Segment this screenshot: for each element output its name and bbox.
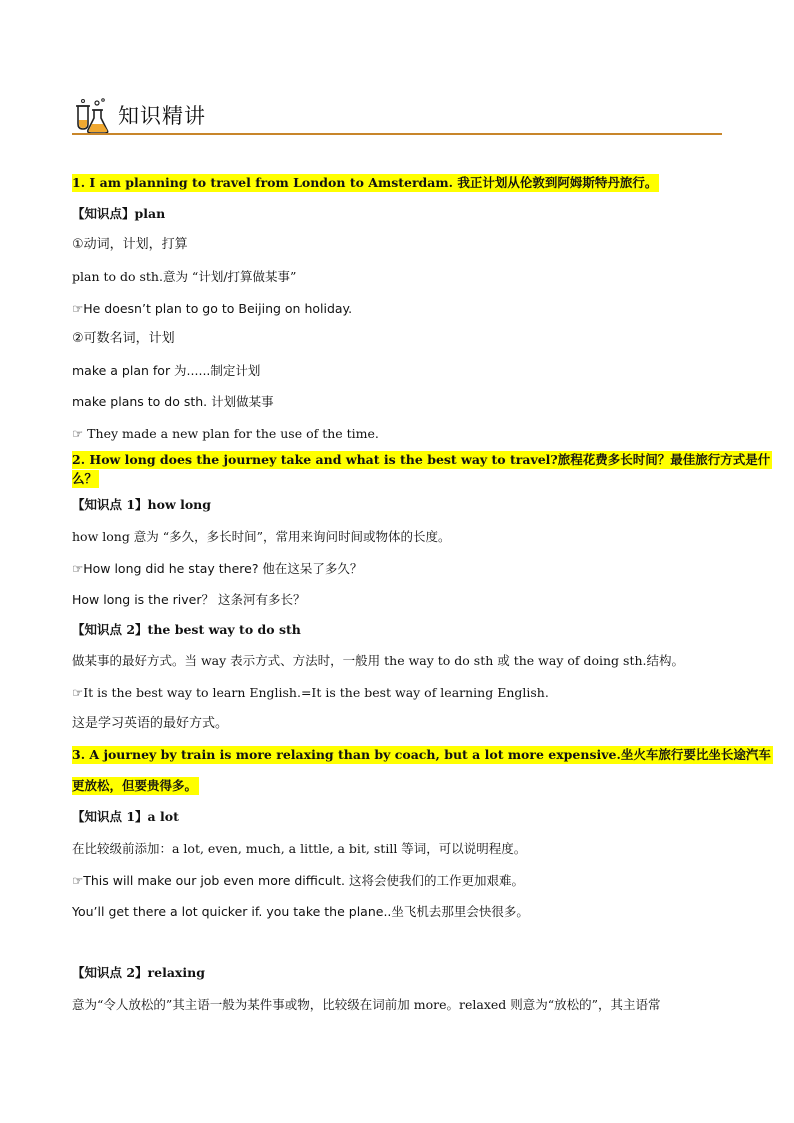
example-sentence: You’ll get there a lot quicker if. you take the plane..坐飞机去那里会快很多。: [72, 904, 529, 919]
explanation: how long 意为 “多久，多长时间”，常用来询问时间或物体的长度。: [72, 529, 451, 544]
section-1-heading: 1. I am planning to travel from London to Amsterdam. 我正计划从伦敦到阿姆斯特丹旅行。: [72, 175, 658, 190]
explanation: 意为“令人放松的”其主语一般为某件事或物，比较级在词前加 more。relaxed 则意为“放松的”，其主语常: [72, 997, 661, 1012]
section-2-heading: 2. How long does the journey take and what is the best way to travel?旅程花费多长时间？最佳旅行方式是什: [72, 452, 771, 467]
section-2-heading-cont: 么？: [72, 471, 98, 486]
usage-make-a-plan: make a plan for 为......制定计划: [72, 363, 261, 378]
chemistry-flask-icon: [72, 96, 112, 136]
example-sentence: ☞How long did he stay there? 他在这呆了多久？: [72, 561, 363, 576]
example-sentence: How long is the river？ 这条河有多长？: [72, 592, 306, 607]
knowledge-point-a-lot: 【知识点 1】a lot: [72, 809, 179, 824]
sense-noun: ②可数名词，计划: [72, 331, 175, 346]
knowledge-point-how-long: 【知识点 1】how long: [72, 497, 212, 512]
example-sentence: ☞He doesn’t plan to go to Beijing on holiday.: [72, 301, 353, 316]
example-translation: 这是学习英语的最好方式。: [72, 716, 229, 731]
section-3-heading-cont: 更放松，但要贵得多。: [72, 778, 198, 793]
section-3-heading: 3. A journey by train is more relaxing than by coach, but a lot more expensive.坐火车旅行要比坐长途汽车: [72, 747, 771, 762]
example-sentence: ☞It is the best way to learn English.=It is the best way of learning English.: [72, 685, 549, 700]
page-title: 知识精讲: [118, 104, 206, 128]
example-sentence: ☞This will make our job even more difficult. 这将会使我们的工作更加艰难。: [72, 873, 524, 888]
header-divider: [72, 133, 722, 135]
sense-verb: ①动词，计划，打算: [72, 237, 188, 252]
usage-plan-to-do: plan to do sth.意为 “计划/打算做某事”: [72, 269, 297, 284]
example-sentence: ☞ They made a new plan for the use of the time.: [72, 426, 379, 441]
explanation: 在比较级前添加：a lot, even, much, a little, a bit, still 等词，可以说明程度。: [72, 841, 527, 856]
knowledge-point-relaxing: 【知识点 2】relaxing: [72, 965, 205, 980]
knowledge-point-best-way: 【知识点 2】the best way to do sth: [72, 622, 301, 637]
knowledge-point-plan: 【知识点】plan: [72, 206, 166, 221]
explanation: 做某事的最好方式。当 way 表示方式、方法时，一般用 the way to do sth 或 the way of doing sth.结构。: [72, 653, 684, 668]
usage-make-plans: make plans to do sth. 计划做某事: [72, 394, 274, 409]
section-header: [72, 96, 722, 136]
